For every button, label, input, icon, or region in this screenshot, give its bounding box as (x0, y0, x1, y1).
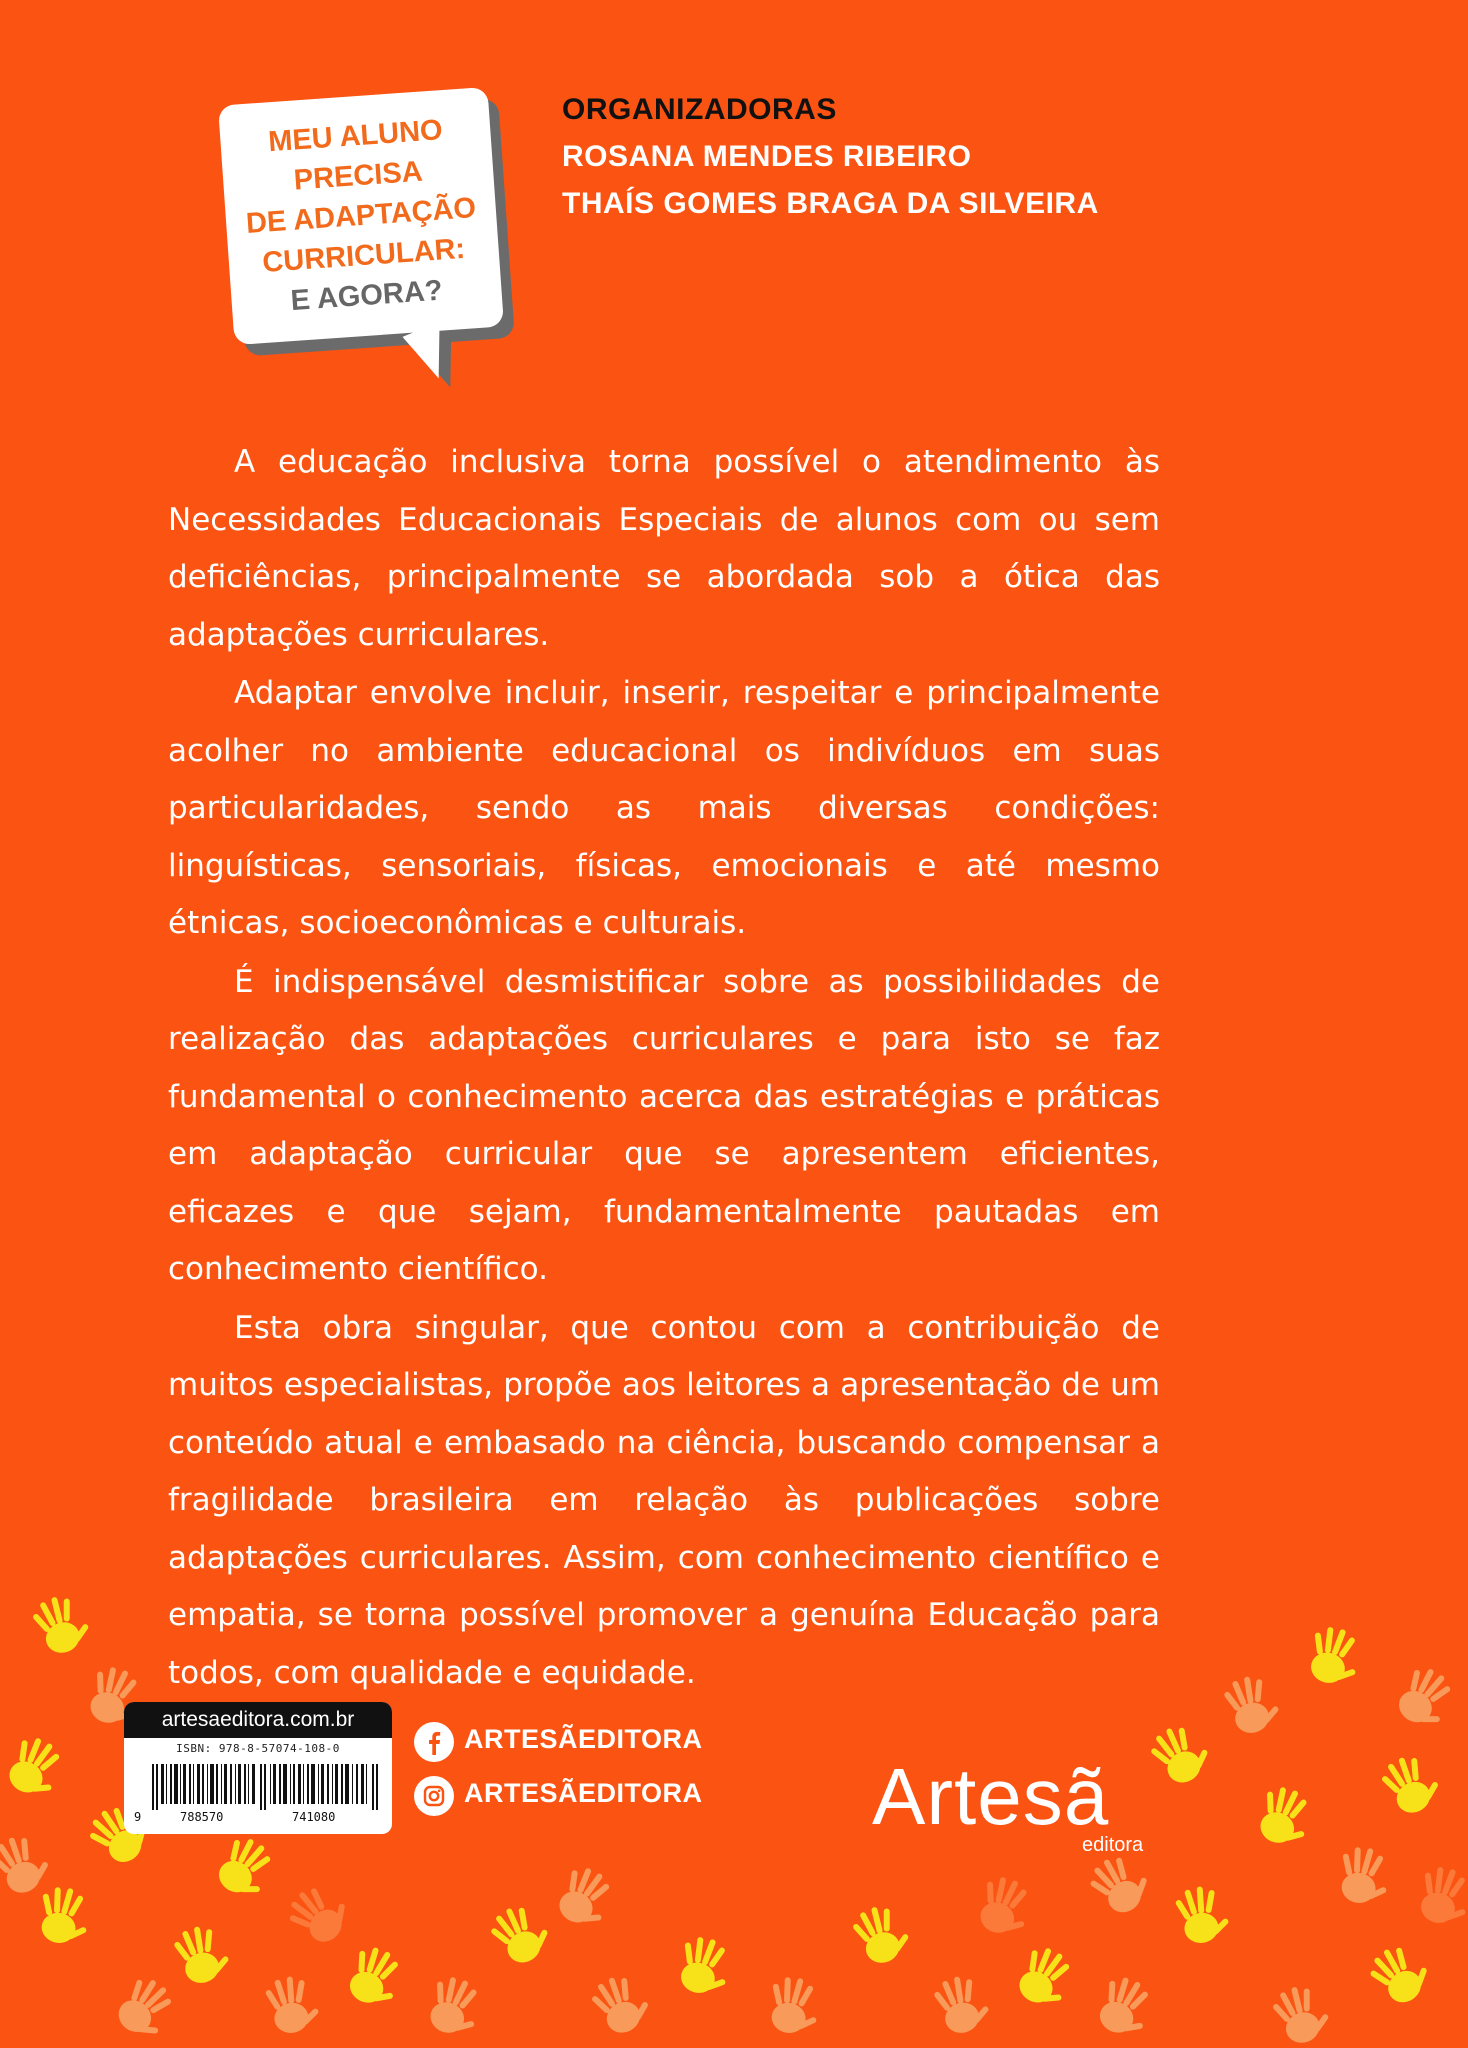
synopsis-paragraph: É indispensável desmistificar sobre as possibilidades de realização das adaptações curriculares e para isto se faz fundamental o conhecimento acerca das estratégias e práticas em adaptação curricular que se apresentem eficientes, eficazes e que sejam, fundamentalmente pautadas em conhecimento científico. (168, 963, 1160, 1287)
publisher-website[interactable]: artesaeditora.com.br (124, 1702, 392, 1738)
organizer-name: ROSANA MENDES RIBEIRO (562, 140, 972, 173)
bubble-body (218, 87, 504, 345)
synopsis-paragraph: A educação inclusiva torna possível o atendimento às Necessidades Educacionais Especiais de alunos com ou sem deficiências, principalmente se abordada sob a ótica das adaptações curriculares. (168, 444, 1160, 653)
barcode-digit-group: 9 (134, 1810, 142, 1824)
organizer-name: THAÍS GOMES BRAGA DA SILVEIRA (562, 187, 1099, 220)
barcode-digit-group: 741080 (292, 1810, 336, 1824)
instagram-handle[interactable]: ARTESÃEDITORA (464, 1778, 703, 1808)
logo-wordmark: Artesã (872, 1752, 1110, 1841)
title-line-2: PRECISA (292, 155, 424, 197)
title-line-1: MEU ALUNO (267, 114, 444, 159)
synopsis-paragraph: Esta obra singular, que contou com a contribuição de muitos especialistas, propõe aos leitores a apresentação de um conteúdo atual e embasado na ciência, buscando compensar a fragilidade brasileira em relação às publicações sobre adaptações curriculares. Assim, com conhecimento científico e empatia, se torna possível promover a genuína Educação para todos, com qualidade e equidade. (168, 1309, 1160, 1691)
title-line-3: DE ADAPTAÇÃO (244, 192, 478, 240)
isbn-barcode-box (124, 1702, 392, 1834)
logo-subtitle: editora (1082, 1834, 1144, 1856)
organizers-label: ORGANIZADORAS (562, 93, 837, 126)
instagram-icon[interactable] (414, 1776, 454, 1816)
title-speech-bubble (218, 87, 504, 345)
back-cover-synopsis (168, 434, 1160, 1703)
title-line-4: CURRICULAR: (261, 232, 467, 279)
publisher-logo (872, 1752, 1172, 1862)
synopsis-paragraph: Adaptar envolve incluir, inserir, respeitar e principalmente acolher no ambiente educacional os indivíduos em suas particularidades, sendo as mais diversas condições: linguísticas, sensoriais, físicas, emocionais e até mesmo étnicas, socioeconômicas e culturais. (168, 675, 1160, 941)
isbn-text: ISBN: 978-8-57074-108-0 (176, 1742, 340, 1755)
facebook-icon[interactable] (414, 1722, 454, 1762)
facebook-handle[interactable]: ARTESÃEDITORA (464, 1724, 703, 1754)
title-line-5: E AGORA? (289, 274, 444, 318)
barcode-digit-group: 788570 (180, 1810, 224, 1824)
barcode-icon (152, 1764, 380, 1810)
organizers-block (562, 86, 1099, 227)
